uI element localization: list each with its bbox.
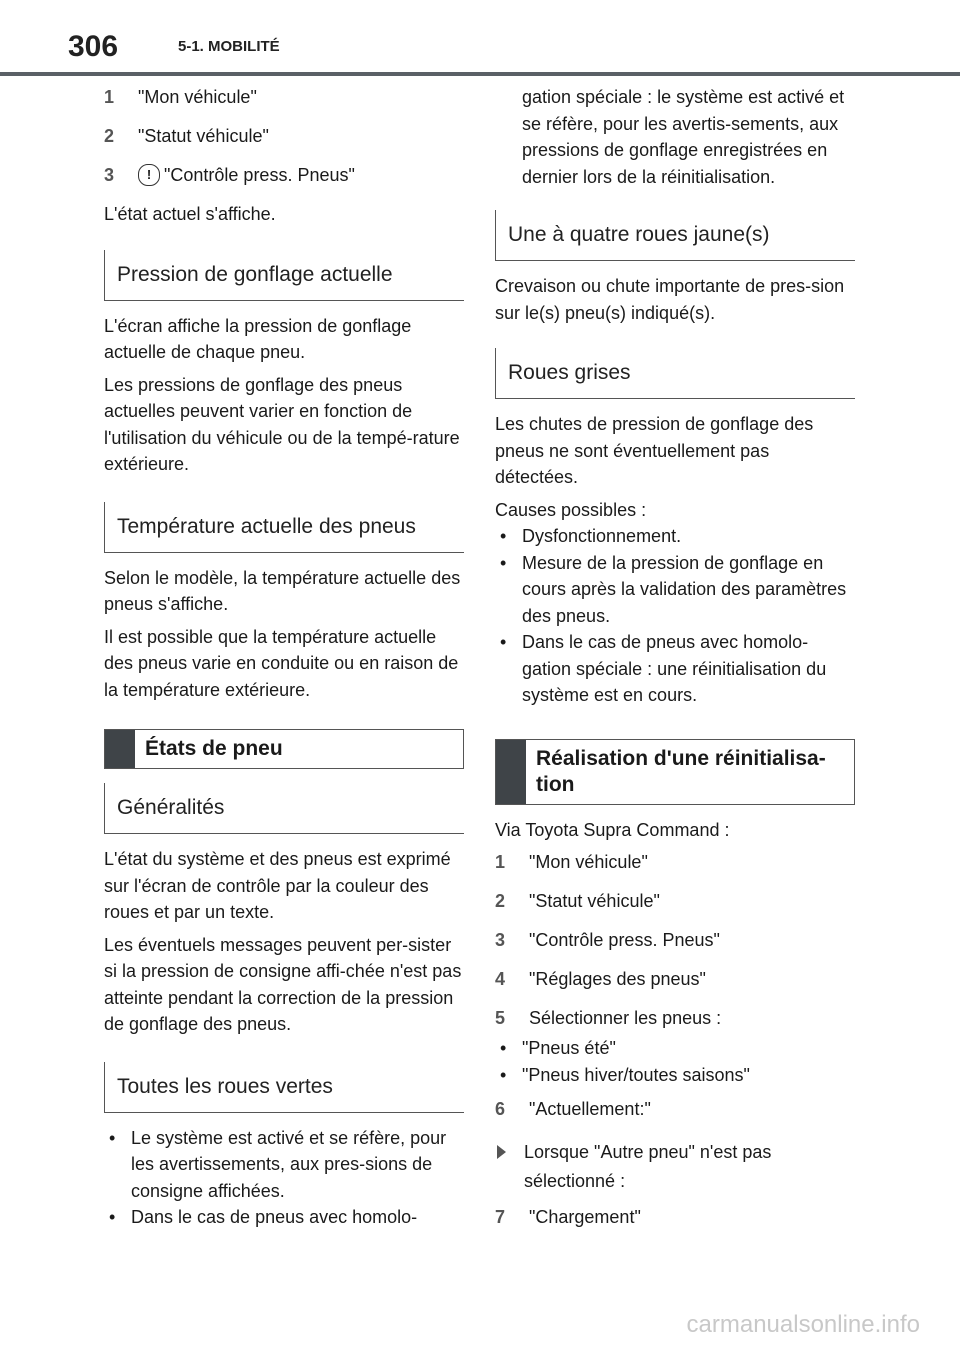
step-2 [495, 888, 855, 914]
step-number: 5 [495, 1008, 506, 1028]
heading-bar [105, 730, 135, 768]
step-text: "Chargement" [529, 1207, 641, 1227]
step-text: Sélectionner les pneus : [529, 1008, 722, 1028]
list-item: • "Pneus hiver/toutes saisons" [495, 1062, 855, 1089]
green-bullets [104, 1125, 464, 1231]
step-number: 7 [495, 1207, 506, 1227]
temperature-paragraph-1: Selon le modèle, la température actuelle des pneus s'affiche. [104, 567, 461, 614]
step-text: "Réglages des pneus" [529, 969, 706, 989]
heading-general: Généralités [104, 783, 464, 834]
intro-text: L'état actuel s'affiche. [104, 204, 276, 224]
step-6 [495, 1096, 855, 1122]
grey-paragraph: Les chutes de pression de gonflage des pneus ne sont éventuellement pas détectées. [495, 414, 814, 487]
step-text: "Statut véhicule" [529, 891, 660, 911]
step-3 [495, 927, 855, 953]
step-text: "Statut véhicule" [138, 126, 269, 146]
step-number: 3 [495, 930, 506, 950]
right-column [495, 84, 855, 1243]
page-header [0, 0, 960, 76]
step-4 [495, 966, 855, 992]
general-paragraph-2: Les éventuels messages peuvent per-sister si la pression de consigne affi-chée n'est pas atteinte pendant la correction de la pression de gonflage des pneus. [104, 934, 462, 1034]
section-title: 5-1. MOBILITÉ [178, 38, 280, 55]
list-item: • Mesure de la pression de gonflage en cours après la validation des paramètres des pneus. [495, 550, 855, 630]
step-5 [495, 1005, 855, 1031]
heading-tire-states [104, 729, 464, 769]
heading-current-pressure: Pression de gonflage actuelle [104, 250, 464, 301]
heading-perform-reset [495, 739, 855, 805]
step-text: "Mon véhicule" [138, 87, 257, 107]
general-paragraph-1: L'état du système et des pneus est exprimé sur l'écran de contrôle par la couleur des roues et par un texte. [104, 849, 451, 922]
step-text: "Contrôle press. Pneus" [529, 930, 720, 950]
list-item: • Le système est activé et se réfère, pour les avertissements, aux pres-sions de consigne affichées. [104, 1125, 464, 1205]
causes-label: Causes possibles : [495, 499, 647, 520]
heading-current-temperature: Température actuelle des pneus [104, 502, 464, 553]
step-1 [104, 84, 464, 110]
heading-bar [496, 740, 526, 804]
watermark: carmanualsonline.info [686, 1311, 920, 1338]
heading-grey-wheels: Roues grises [495, 348, 855, 399]
step-7 [495, 1204, 855, 1230]
heading-yellow-wheels: Une à quatre roues jaune(s) [495, 210, 855, 261]
condition-text: Lorsque "Autre pneu" n'est pas sélectionné : [524, 1142, 772, 1191]
step-2 [104, 123, 464, 149]
pressure-paragraph-1: L'écran affiche la pression de gonflage actuelle de chaque pneu. [104, 315, 412, 362]
tire-pressure-alert-icon: ! [138, 164, 160, 186]
step-number: 1 [495, 852, 506, 872]
step-number: 3 [104, 165, 115, 185]
step-number: 1 [104, 87, 115, 107]
step-number: 6 [495, 1099, 506, 1119]
list-item: • Dysfonctionnement. [495, 523, 855, 550]
step-text: "Actuellement:" [529, 1099, 651, 1119]
step-text: "Mon véhicule" [529, 852, 648, 872]
step-number: 2 [495, 891, 506, 911]
triangle-arrow-icon [497, 1145, 506, 1159]
causes-list [495, 523, 855, 709]
via-command-text: Via Toyota Supra Command : [495, 819, 730, 840]
tire-options-list [495, 1035, 855, 1088]
step-1 [495, 849, 855, 875]
list-item: • "Pneus été" [495, 1035, 855, 1062]
continued-text: gation spéciale : le système est activé et se réfère, pour les avertis-sements, aux pressions de gonflage enregistrées en dernier lors de la réinitialisation. [522, 87, 845, 187]
left-column [104, 84, 464, 1237]
temperature-paragraph-2: Il est possible que la température actuelle des pneus varie en conduite ou en raison de la température extérieure. [104, 626, 459, 700]
condition-item [495, 1138, 855, 1196]
step-number: 4 [495, 969, 506, 989]
step-number: 2 [104, 126, 115, 146]
list-item: • Dans le cas de pneus avec homolo-gation spéciale : une réinitialisation du système est en cours. [495, 629, 855, 709]
heading-all-green: Toutes les roues vertes [104, 1062, 464, 1113]
step-text: "Contrôle press. Pneus" [164, 165, 355, 185]
heading-text: États de pneu [145, 737, 283, 760]
heading-text: Réalisation d'une réinitialisa-tion [536, 746, 826, 796]
list-item: • Dans le cas de pneus avec homolo- [104, 1204, 464, 1231]
page-number: 306 [68, 30, 119, 63]
yellow-paragraph: Crevaison ou chute importante de pres-sion sur le(s) pneu(s) indiqué(s). [495, 276, 845, 323]
step-3 [104, 162, 464, 188]
pressure-paragraph-2: Les pressions de gonflage des pneus actuelles peuvent varier en fonction de l'utilisation du véhicule ou de la tempé-rature extérieure. [104, 374, 460, 474]
header-rule [0, 72, 960, 76]
